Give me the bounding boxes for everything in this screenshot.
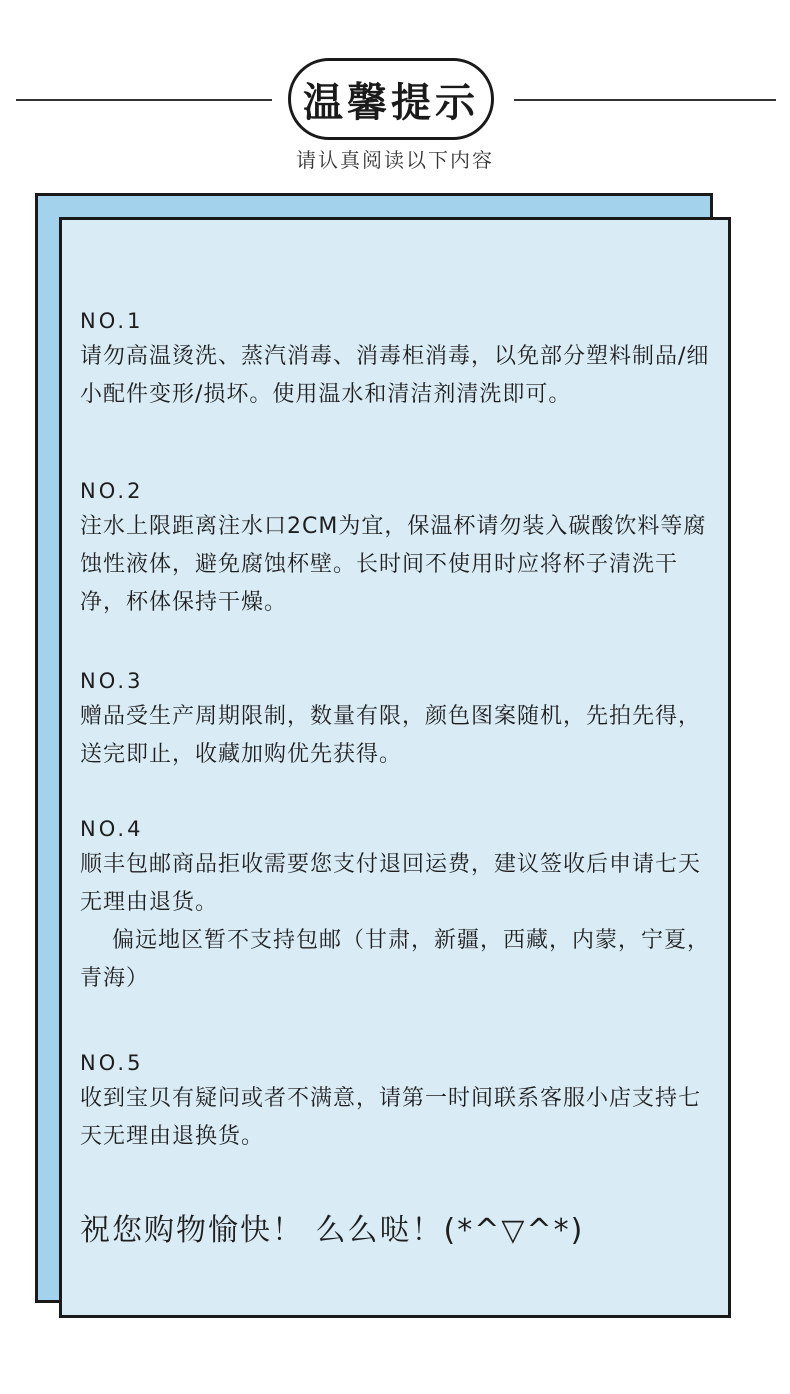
notice-number: NO.1 <box>80 309 144 333</box>
page-title: 温馨提示 <box>303 79 479 126</box>
notice-text: 顺丰包邮商品拒收需要您支付退回运费，建议签收后申请七天无理由退货。 偏远地区暂不支持包邮（甘肃，新疆，西藏，内蒙，宁夏，青海） <box>80 852 710 991</box>
header-divider-right <box>514 99 776 101</box>
header-divider-left <box>16 99 272 101</box>
notice-text: 收到宝贝有疑问或者不满意，请第一时间联系客服小店支持七天无理由退换货。 <box>80 1086 702 1149</box>
title-badge <box>288 58 494 140</box>
closing-message: 祝您购物愉快！ 么么哒！(*^▽^*) <box>80 1213 585 1248</box>
notice-text: 赠品受生产周期限制，数量有限，颜色图案随机，先拍先得，送完即止，收藏加购优先获得。 <box>80 704 702 767</box>
notice-text: 请勿高温烫洗、蒸汽消毒、消毒柜消毒，以免部分塑料制品/细小配件变形/损坏。使用温水和清洁剂清洗即可。 <box>80 344 710 407</box>
notice-item <box>80 736 716 998</box>
page-subtitle: 请认真阅读以下内容 <box>296 148 494 172</box>
notice-number: NO.2 <box>80 479 144 503</box>
notice-number: NO.5 <box>80 1051 144 1075</box>
notice-number: NO.4 <box>80 817 144 841</box>
notice-item <box>80 228 716 414</box>
notice-text: 注水上限距离注水口2CM为宜，保温杯请勿装入碳酸饮料等腐蚀性液体，避免腐蚀杯壁。长时间不使用时应将杯子清洗干净，杯体保持干燥。 <box>80 514 707 615</box>
notice-item <box>80 970 716 1156</box>
notice-number: NO.3 <box>80 669 144 693</box>
